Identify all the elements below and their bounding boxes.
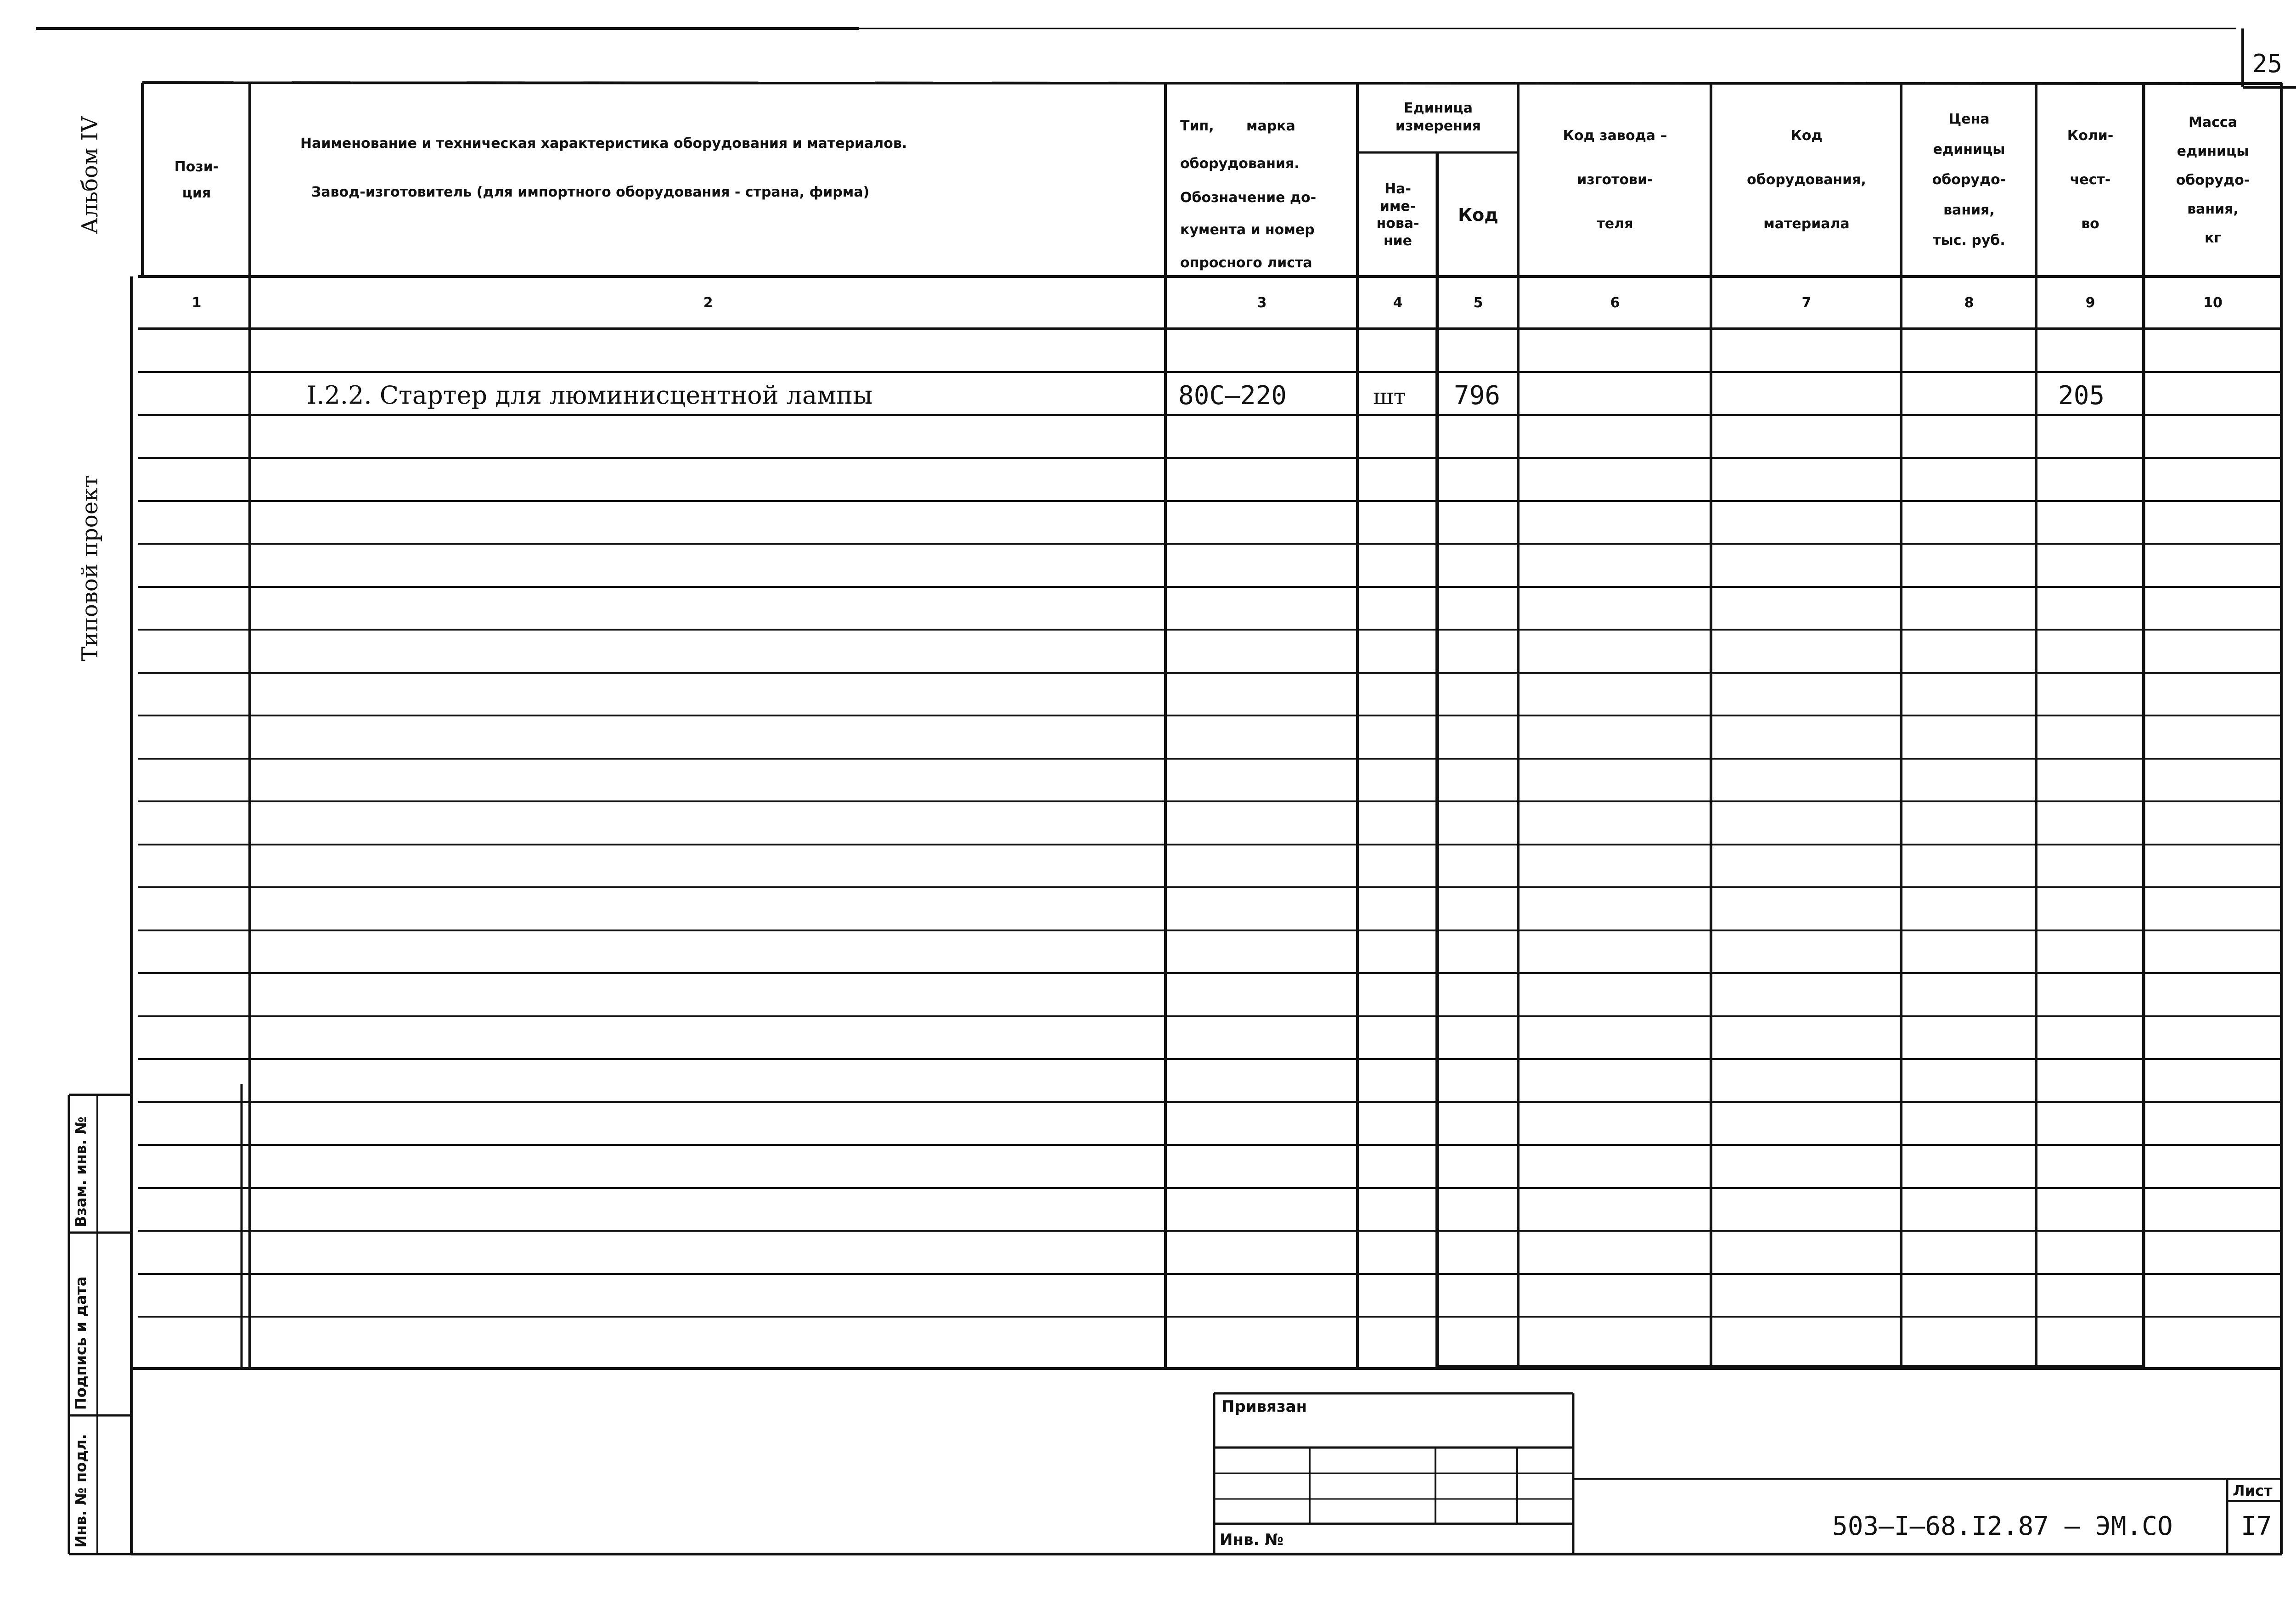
col-number-1: 1 <box>191 295 202 311</box>
col-number-5: 5 <box>1473 295 1483 311</box>
sheet-label: Лист <box>2233 1482 2273 1499</box>
page-number: 25 <box>2252 49 2283 78</box>
stamp-label-sign: Подпись и дата <box>72 1276 90 1410</box>
header-unit-code: Код <box>1458 205 1498 225</box>
col-number-2: 2 <box>703 295 713 311</box>
header-equipment-code: Код оборудования, материала <box>1747 128 1866 232</box>
sheet-number: I7 <box>2241 1511 2272 1541</box>
header-factory-code: Код завода – изготови- теля <box>1563 128 1667 232</box>
attached-label: Привязан <box>1221 1397 1307 1416</box>
header-position: Пози- ция <box>174 159 219 201</box>
album-label: Альбом IV <box>77 116 103 234</box>
col-number-8: 8 <box>1964 295 1974 311</box>
header-unit: Единица измерения <box>1395 100 1481 134</box>
row-unit-code: 796 <box>1454 381 1501 411</box>
row-quantity: 205 <box>2058 381 2105 411</box>
col-number-3: 3 <box>1257 295 1267 311</box>
header-type: Тип, марка оборудования. Обозначение до- кумента и номер опросного листа <box>1180 118 1317 271</box>
header-unit-name: На- име- нова- ние <box>1376 181 1419 249</box>
col-number-7: 7 <box>1801 295 1812 311</box>
col-number-6: 6 <box>1610 295 1620 311</box>
row-unit: шт <box>1373 384 1406 410</box>
col-number-10: 10 <box>2203 295 2223 311</box>
header-quantity: Коли- чест- во <box>2067 128 2114 232</box>
row-type: 80С–220 <box>1178 381 1287 411</box>
inv-number-label: Инв. № <box>1220 1531 1284 1549</box>
header-mass: Масса единицы оборудо- вания, кг <box>2176 114 2250 246</box>
row-name: I.2.2. Стартер для люминисцентной лампы <box>307 381 873 410</box>
header-name: Наименование и техническая характеристика оборудования и материалов. Завод-изготовитель (для импортного оборудования - страна, фирма) <box>300 135 907 200</box>
header-price: Цена единицы оборудо- вания, тыс. руб. <box>1932 111 2006 248</box>
document-code: 503–I–68.I2.87 – ЭМ.СО <box>1832 1511 2173 1541</box>
stamp-label-replace: Взам. инв. № <box>72 1116 90 1227</box>
col-number-9: 9 <box>2085 295 2095 311</box>
stamp-label-inv: Инв. № подл. <box>72 1434 90 1548</box>
project-label: Типовой проект <box>77 475 103 661</box>
col-number-4: 4 <box>1393 295 1403 311</box>
